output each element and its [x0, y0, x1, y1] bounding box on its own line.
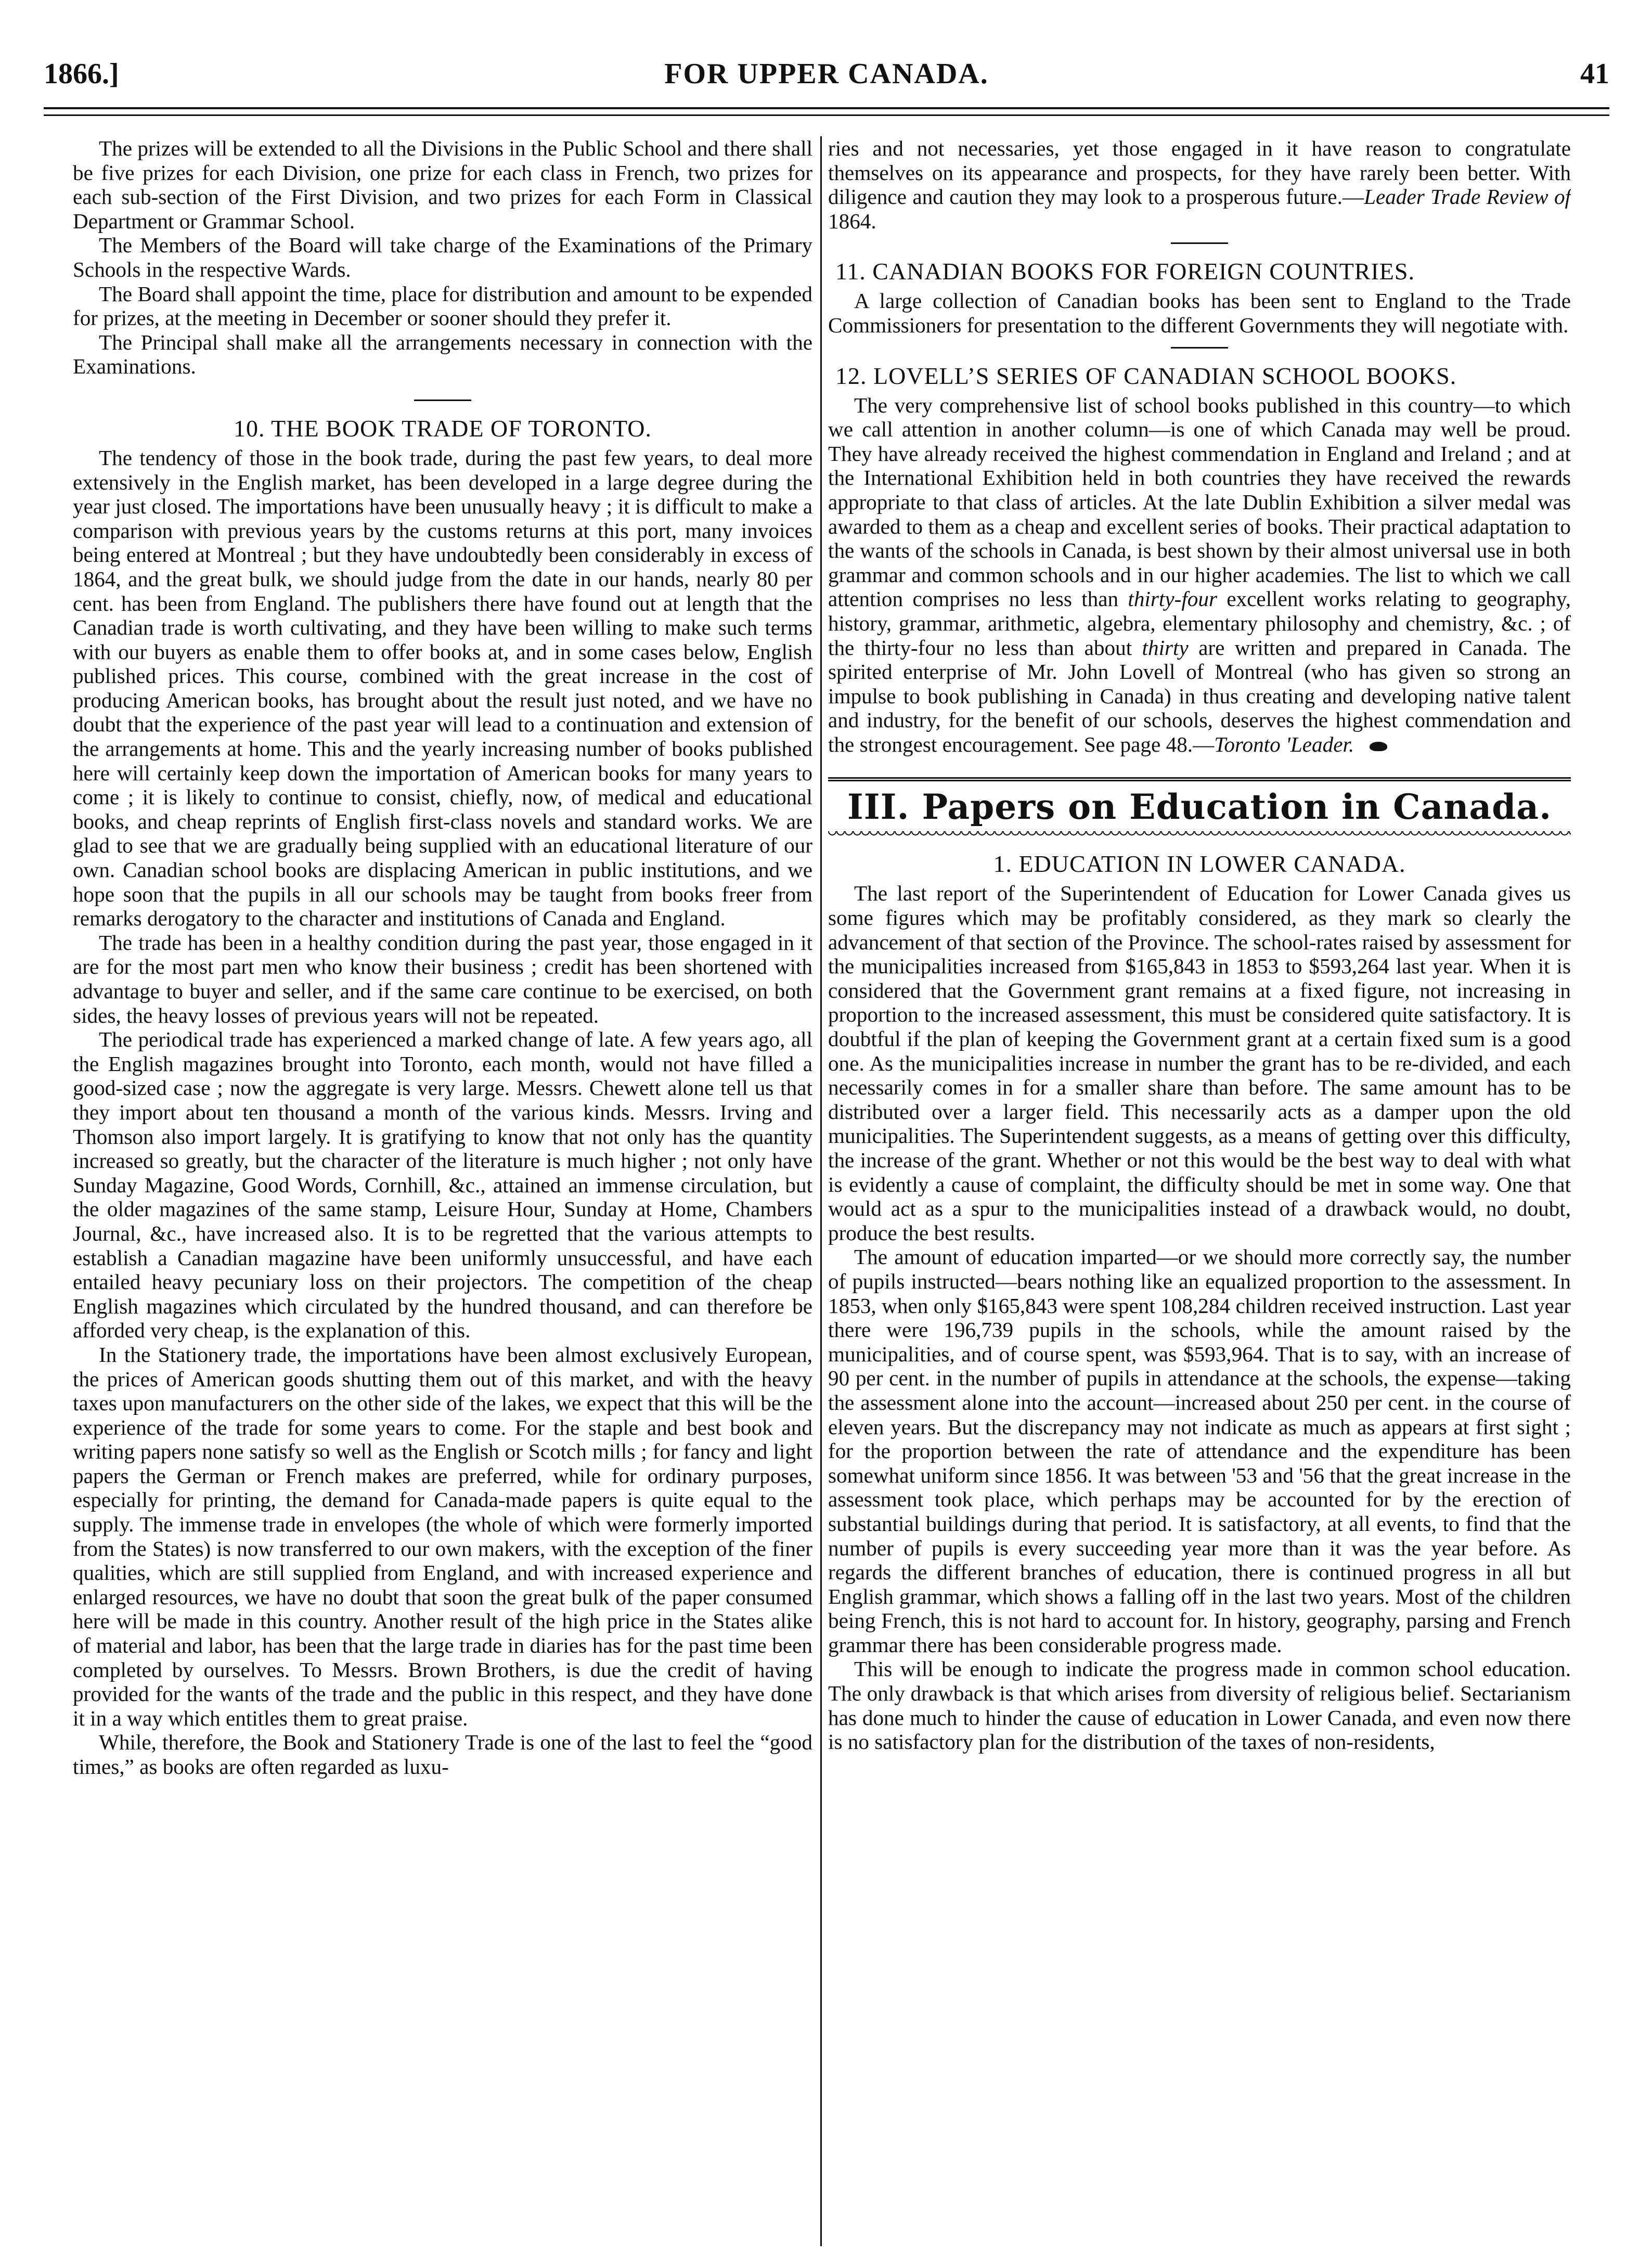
header-year: 1866.] [44, 58, 119, 90]
text-run: are written and prepared in Canada. The spirited enterprise of Mr. John Lovell of Montreal (who has given so strong an impulse to book publishing in Canada) in thus creating and developing native talent and industry, for the benefit of our schools, deserves the highest commendation and the strongest encouragement. See page 48.— [828, 635, 1571, 756]
hand-pointer-icon [1370, 742, 1387, 751]
section-divider [1171, 347, 1228, 349]
body-paragraph: The last report of the Superintendent of Education for Lower Canada gives us some figures which may be profitably considered, as they mark so clearly the advancement of that section of the Province. The school-rates raised by assessment for the municipalities increased from $165,843 in 1853 to $593,264 last year. When it is considered that the Government grant remains at a fixed figure, not increasing in proportion to the increased assessment, this must be considered quite satisfactory. It is doubtful if the plan of keeping the Government grant at a certain fixed sum is a good one. As the municipalities increase in number the grant has to be re-divided, and each necessarily comes in for a smaller share than before. The same amount has to be distributed over a larger field. This necessarily acts as a damper upon the old municipalities. The Superintendent suggests, as a means of getting over this difficulty, the increase of the grant. Whether or not this would be the best way to deal with what is evidently a cause of complaint, the difficulty should be met in some way. One that would act as a spur to the municipalities instead of a drawback would, no doubt, produce the best results. [828, 881, 1571, 1245]
section-heading: 11. CANADIAN BOOKS FOR FOREIGN COUNTRIES. [835, 258, 1415, 285]
body-paragraph: In the Stationery trade, the importations have been almost exclusively European, the prices of American goods shutting them out of this market, and with the heavy taxes upon manufacturers on the other side of the lakes, we expect that this will be the experience of the trade for some years to come. For the staple and best book and writing papers none satisfy so well as the English or Scotch mills ; for fancy and light papers the German or French makes are preferred, while for ordinary purposes, especially for printing, the demand for Canada-made papers is quite equal to the supply. The immense trade in envelopes (the whole of which were formerly imported from the States) is now transferred to our own makers, with the exception of the finer qualities, which are still supplied from England, and with increased experience and enlarged resources, we have no doubt that soon the great bulk of the paper consumed here will be made in this country. Another result of the high price in the States alike of material and labor, has been that the large trade in diaries has for the past time been completed by ourselves. To Messrs. Brown Brothers, is due the credit of having provided for the wants of the trade and the public in this respect, and they have done it in a way which entitles them to great praise. [73, 1342, 812, 1730]
section-heading: 10. THE BOOK TRADE OF TORONTO. [234, 415, 652, 442]
body-paragraph: While, therefore, the Book and Stationery Trade is one of the last to feel the “good times,” as books are often regarded as luxu- [73, 1730, 812, 1779]
source-year: 1864. [828, 209, 876, 233]
body-paragraph: The amount of education imparted—or we should more correctly say, the number of pupils instructed—bears nothing like an equalized proportion to the assessment. In 1853, when only $165,843 were spent 108,284 children received instruction. Last year there were 196,739 pupils in the schools, while the amount raised by the municipalities, and of course spent, was $593,964. That is to say, with an increase of 90 per cent. in the number of pupils in attendance at the schools, the expense—taking the assessment alone into the account—increased about 250 per cent. in the course of eleven years. But the discrepancy may not indicate as much as appears at first sight ; for the proportion between the rate of attendance and the expenditure has been somewhat uniform since 1856. It was between '53 and '56 that the great increase in the assessment took place, which perhaps may be accounted for by the erection of substantial buildings during that period. It is satisfactory, at all events, to find that the number of pupils is every succeeding year more than it was the year before. As regards the different branches of education, there is continued progress in all but English grammar, which shows a falling off in the last two years. Most of the children being French, this is not hard to account for. In history, geography, parsing and French grammar there has been considerable progress made. [828, 1245, 1571, 1657]
body-paragraph: The Principal shall make all the arrangements necessary in connection with the Examinations. [73, 330, 812, 379]
running-title: FOR UPPER CANADA. [664, 58, 989, 90]
italic-text: thirty [1142, 635, 1189, 660]
body-paragraph: The periodical trade has experienced a marked change of late. A few years ago, all the English magazines brought into Toronto, each month, would not have filled a good-sized case ; now the aggregate is very large. Messrs. Chewett alone tell us that they import about ten thousand a month of the various kinds. Messrs. Irving and Thomson also import largely. It is gratifying to know that not only has the quantity increased so greatly, but the character of the literature is much higher ; not only have Sunday Magazine, Good Words, Cornhill, &c., attained an immense circulation, but the older magazines of the same stamp, Leisure Hour, Sunday at Home, Chambers Journal, &c., have increased also. It is to be regretted that the various attempts to establish a Canadian magazine have been uniformly unsuccessful, and have each entailed heavy pecuniary loss on their projectors. The competition of the cheap English magazines which circulated by the hundred thousand, and can therefore be afforded very cheap, is the explanation of this. [73, 1027, 812, 1343]
text-run: The very comprehensive list of school books published in this country—to which we call attention in another column—is one of which Canada may well be proud. They have already received the highest commendation in England and Ireland ; and at the International Exhibition held in both countries they have received the rewards appropriate to that class of articles. At the late Dublin Exhibition a silver medal was awarded to them as a cheap and excellent series of books. Their practical adaptation to the wants of the schools in Canada, is best shown by their almost universal use in both grammar and common schools and in our higher academies. The list to which we call attention comprises no less than [828, 393, 1571, 611]
page-number: 41 [1580, 58, 1609, 90]
header-rule [44, 107, 1609, 116]
right-column [828, 136, 1571, 2249]
section-heading: 1. EDUCATION IN LOWER CANADA. [993, 851, 1406, 878]
body-paragraph [828, 136, 1571, 233]
body-paragraph [828, 393, 1571, 757]
source-citation: Toronto 'Leader. [1214, 732, 1354, 756]
body-paragraph: The tendency of those in the book trade, during the past few years, to deal more extensively in the English market, has been developed in a large degree during the year just closed. The importations have been unusually heavy ; it is difficult to make a comparison with previous years by the customs returns at this port, many invoices being entered at Montreal ; but they have undoubtedly been considerably in excess of 1864, and the great bulk, we should judge from the date in our hands, nearly 80 per cent. has been from England. The publishers there have found out at length that the Canadian trade is worth cultivating, and they have been willing to make such terms with our buyers as enable them to offer books at, and in some cases below, English published prices. This course, combined with the great increase in the cost of producing American books, has brought about the result just noted, and we have no doubt that the experience of the past year will lead to a continuation and extension of the arrangements at home. This and the yearly increasing number of books published here will certainly keep down the importation of American books for many years to come ; it is likely to continue to consist, chiefly, now, of medical and educational books, and cheap reprints of English first-class novels and standard works. We are glad to see that we are gradually being supplied with an educational literature of our own. Canadian school books are displacing American in public institutions, and we hope soon that the pupils in all our schools may be taught from books freer from remarks derogatory to the character and institutions of Canada and England. [73, 445, 812, 931]
continuation-text: ries and not necessaries, yet those engaged in it have reason to congratulate themselves on its appearance and prospects, for they have rarely been better. With diligence and caution they may look to a prosperous future.— [828, 136, 1571, 209]
body-paragraph: The prizes will be extended to all the Divisions in the Public School and there shall be five prizes for each Division, one prize for each class in French, two prizes for each sub-section of the First Division, and two prizes for each Form in Classical Department or Grammar School. [73, 136, 812, 233]
section-divider [414, 400, 471, 401]
wavy-rule [828, 831, 1571, 840]
body-paragraph: A large collection of Canadian books has been sent to England to the Trade Commissioners for presentation to the different Governments they will negotiate with. [828, 289, 1571, 337]
part-heading: III. Papers on Education in Canada. [847, 787, 1552, 828]
page-header [44, 48, 1609, 105]
section-heading: 12. LOVELL’S SERIES OF CANADIAN SCHOOL BOOKS. [835, 362, 1457, 389]
body-paragraph: The Members of the Board will take charge of the Examinations of the Primary Schools in the respective Wards. [73, 233, 812, 281]
text-run: excellent works relating to geography, history, grammar, arithmetic, algebra, elementary philosophy and chemistry, &c. ; of the thirty-four no less than about [828, 587, 1571, 660]
body-paragraph: The trade has been in a healthy condition during the past year, those engaged in it are for the most part men who know their business ; credit has been shortened with advantage to buyer and seller, and if the same care continue to be exercised, on both sides, the heavy losses of previous years will not be repeated. [73, 930, 812, 1027]
body-paragraph: This will be enough to indicate the progress made in common school education. The only drawback is that which arises from diversity of religious belief. Sectarianism has done much to hinder the cause of education in Lower Canada, and even now there is no satisfactory plan for the distribution of the taxes of non-residents, [828, 1657, 1571, 1754]
left-column [73, 136, 812, 2249]
section-divider [1171, 242, 1228, 244]
body-paragraph: The Board shall appoint the time, place for distribution and amount to be expended for prizes, at the meeting in December or sooner should they prefer it. [73, 281, 812, 330]
part-heading-box [828, 777, 1571, 840]
italic-text: thirty-four [1128, 587, 1217, 611]
source-citation: Leader Trade Review of [1364, 185, 1571, 209]
column-divider [820, 136, 822, 2246]
part-rule [828, 777, 1571, 781]
